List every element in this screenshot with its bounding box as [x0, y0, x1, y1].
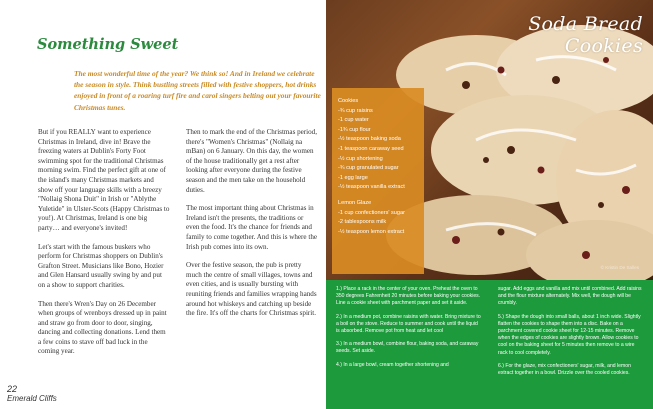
instruction-step: 3.) In a medium bowl, combine flour, baking soda, and caraway seeds. Set aside. [336, 341, 479, 355]
section-title: Something Sweet [37, 36, 179, 53]
instructions-column-1 [336, 286, 482, 375]
body-paragraph: Then there's Wren's Day on 26 December when groups of wrenboys dressed up in paint and straw go from door to door, singing, dancing and collecting donations. Lend them a few coins to stave off bad luck in the coming year. [38, 299, 167, 356]
page-folio [7, 385, 57, 403]
glaze-item: -1 cup confectioners' sugar [338, 209, 405, 216]
body-paragraph: Then to mark the end of the Christmas period, there's "Women's Christmas" (Nollaig na mBan) on 6 January. On this day, the women of the house traditionally get a rest after looking after everyone during the festive season and the men take on the household duties. [186, 128, 318, 194]
right-page [326, 0, 653, 409]
left-page [0, 0, 326, 409]
ingredient-item: -½ cup shortening [338, 155, 383, 162]
instruction-step: 5.) Shape the dough into small balls, about 1 inch wide. Slightly flatten the cookies to shape them into a disc. Bake on a parchment covered cookie sheet for 12-15 minutes. Remove when the edges of cookies are slightly brown. Allow cookies to cool on the baking sheet for 5 minutes then remove to a wire rack to cool completely. [498, 313, 641, 356]
instruction-step: 4.) In a large bowl, cream together shortening and [336, 361, 449, 368]
ingredient-item: -¾ cup granulated sugar [338, 165, 399, 172]
instruction-step: 2.) In a medium pot, combine raisins with water. Bring mixture to a boil on the stove. Reduce to summer and cook until the liquid is absorbed. Remove pot from heat and let cool [336, 313, 481, 335]
magazine-name: Emerald Cliffs [7, 394, 57, 403]
intro-paragraph: The most wonderful time of the year? We think so! And in Ireland we celebrate the season in style. Think bustling streets filled with festive shoppers, hot drinks enjoyed in front of a roaring turf fire and carol singers belting out your favourite Christmas tunes. [74, 69, 321, 112]
body-column-2 [186, 128, 318, 328]
body-paragraph: The most important thing about Christmas in Ireland isn't the presents, the traditions or even the food. It's the chance for friends and family to come together. And this is where the Irish pub comes into its own. [186, 204, 318, 251]
recipe-title-line1: Soda Bread [528, 13, 643, 35]
body-paragraph: Over the festive season, the pub is pretty much the centre of small villages, towns and even cities, and is usually bursting with reuniting friends and families wrapping hands around hot whiskeys and catching up beside the fire. It's off the charts for Christmas spirit. [186, 261, 317, 318]
glaze-heading: Lemon Glaze [338, 199, 372, 206]
glaze-item: -2 tablespoons milk [338, 219, 387, 226]
instructions-column-2 [498, 286, 644, 383]
instruction-step: sugar. Add eggs and vanilla and mix until combined. Add raisins and the flour mixture alternately. Mix well, the dough will be crumbly. [498, 286, 642, 307]
ingredient-item: -1 teaspoon caraway seed [338, 145, 404, 152]
photo-credit: © Kristin De Salles [600, 265, 639, 270]
recipe-title-line2: Cookies [564, 35, 643, 57]
ingredient-item: -½ teaspoon vanilla extract [338, 184, 405, 191]
ingredients-list [338, 97, 426, 237]
ingredient-item: -1 egg large [338, 174, 368, 181]
ingredient-item: -½ teaspoon baking soda [338, 136, 401, 143]
instruction-step: 1.) Place a rack in the center of your oven. Preheat the oven to 350 degrees Fahrenheit 20 minutes before baking your cookies. Line a cookie sheet with parchment paper and set it aside. [336, 286, 481, 307]
instruction-step: 6.) For the glaze, mix confectioners' sugar, milk, and lemon extract together in a bowl. Drizzle over the cooled cookies. [498, 362, 631, 377]
ingredient-item: -1¾ cup flour [338, 126, 371, 133]
page-number: 22 [7, 384, 18, 394]
body-paragraph: But if you REALLY want to experience Christmas in Ireland, dive in! Brave the freezing waters at Dublin's Forty Foot swimming spot for the traditional Christmas morning swim. Find the perfect gift at one of the island's many Christmas markets and show off your language skills with a breezy "Nollaig Shona Duit" in Irish or "Ablythe Yuletide" in Ulster-Scots (Happy Christmas to you!). At Christmas, Ireland is one big party… and everyone's invited! [38, 128, 170, 232]
recipe-title [528, 13, 643, 57]
ingredient-item: -¾ cup raisins [338, 107, 373, 114]
ingredient-item: -1 cup water [338, 117, 369, 124]
ingredients-heading: Cookies [338, 98, 359, 104]
body-paragraph: Let's start with the famous buskers who perform for Christmas shoppers on Dublin's Grafton Street. Musicians like Bono, Hozier and Glen Hansard usually swing by and put on a show to support charities. [38, 242, 164, 289]
body-column-1 [38, 128, 170, 366]
glaze-item: -½ teaspoon lemon extract [338, 228, 405, 235]
